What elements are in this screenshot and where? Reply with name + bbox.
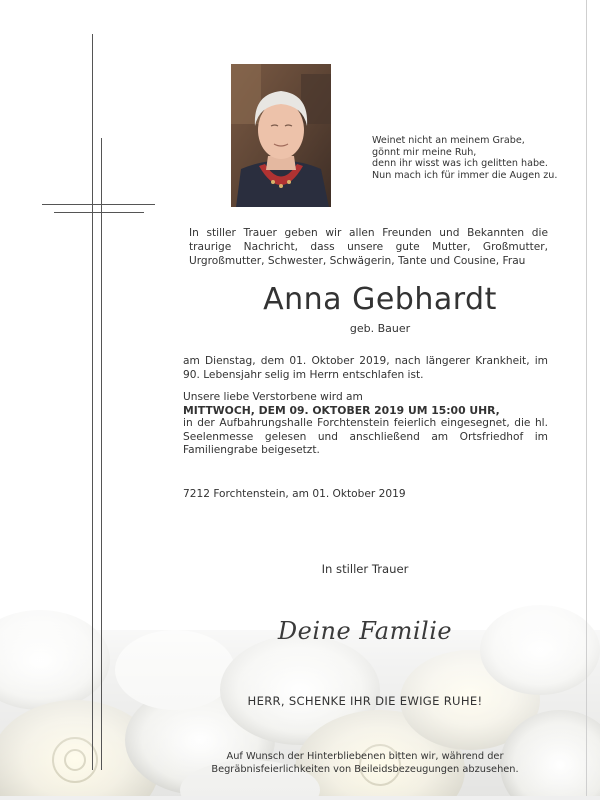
poem-line: Nun mach ich für immer die Augen zu. bbox=[372, 169, 558, 181]
poem-line: denn ihr wisst was ich gelitten habe. bbox=[372, 158, 548, 170]
poem-line: Weinet nicht an meinem Grabe, bbox=[372, 135, 525, 146]
family-signature: Deine Familie bbox=[277, 617, 453, 645]
cross-vertical-line bbox=[92, 34, 93, 770]
mourning-line: In stiller Trauer bbox=[321, 562, 409, 576]
deceased-name: Anna Gebhardt bbox=[263, 282, 497, 317]
cross-horizontal-line bbox=[42, 204, 155, 205]
condolence-request bbox=[140, 750, 590, 776]
funeral-info bbox=[183, 391, 548, 457]
cross-vertical-line-inner bbox=[101, 138, 102, 770]
prayer-line: HERR, SCHENKE IHR DIE EWIGE RUHE! bbox=[247, 694, 483, 708]
place-date: 7212 Forchtenstein, am 01. Oktober 2019 bbox=[183, 488, 406, 500]
poem-line: gönnt mir meine Ruh, bbox=[372, 146, 477, 158]
page-bottom-edge bbox=[0, 796, 600, 800]
cross-horizontal-line-inner bbox=[54, 212, 144, 213]
funeral-details: in der Aufbahrungshalle Forchtenstein feierlich eingesegnet, die hl. Seelenmesse gelesen und anschließend am Ortsfriedhof im Familiengrabe beigesetzt. bbox=[183, 417, 548, 456]
poem bbox=[372, 135, 577, 181]
portrait-photo bbox=[231, 64, 331, 207]
maiden-name: geb. Bauer bbox=[349, 322, 411, 335]
intro-text: In stiller Trauer geben wir allen Freunden und Bekannten die traurige Nachricht, dass unsere gute Mutter, Großmutter, Urgroßmutter, Schwester, Schwägerin, Tante und Cousine, Frau bbox=[189, 227, 548, 267]
request-line: Auf Wunsch der Hinterbliebenen bitten wir, während der bbox=[226, 751, 504, 762]
request-line: Begräbnisfeierlichkeiten von Beileidsbezeugungen abzusehen. bbox=[211, 764, 519, 775]
page-edge bbox=[586, 0, 587, 800]
funeral-date: MITTWOCH, DEM 09. OKTOBER 2019 UM 15:00 UHR, bbox=[183, 404, 500, 418]
funeral-intro: Unsere liebe Verstorbene wird am bbox=[183, 391, 363, 403]
death-notice: am Dienstag, dem 01. Oktober 2019, nach längerer Krankheit, im 90. Lebensjahr selig im Herrn entschlafen ist. bbox=[183, 355, 548, 381]
